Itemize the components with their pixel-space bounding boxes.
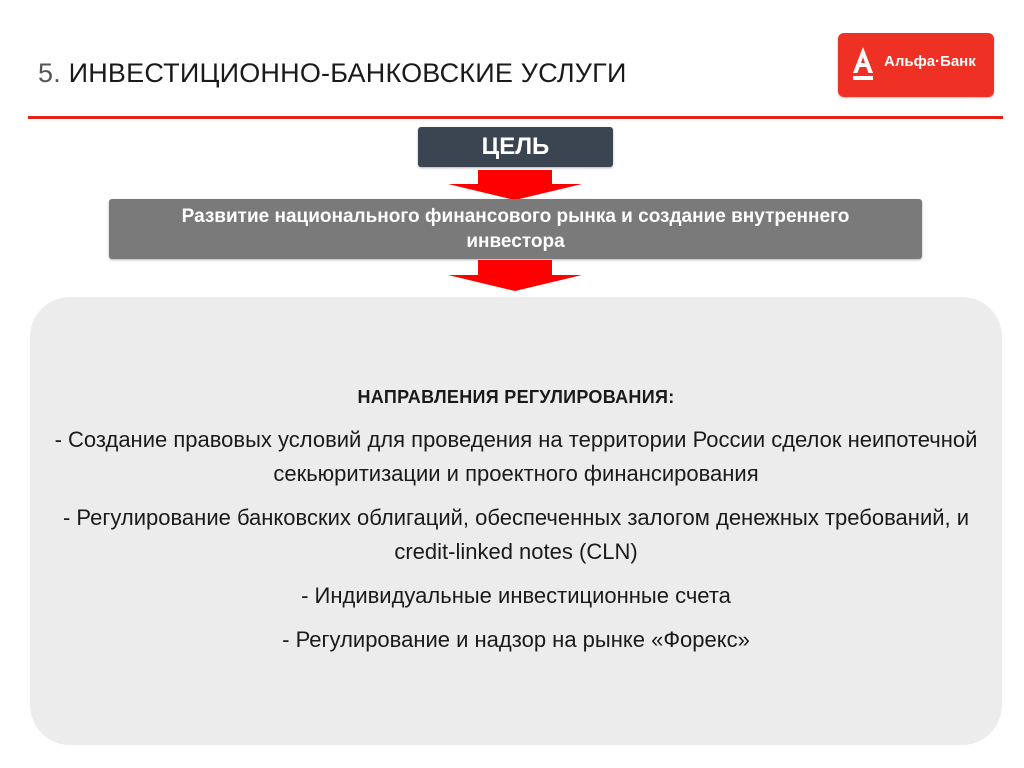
alfa-a-icon <box>850 45 876 83</box>
alfa-bank-logo <box>838 33 994 97</box>
directions-panel <box>30 297 1002 745</box>
logo-text: Альфа·Банк <box>884 53 976 70</box>
list-item: - Регулирование банковских облигаций, обеспеченных залогом денежных требований, и credit-linked notes (CLN) <box>62 505 970 564</box>
header-divider <box>28 116 1003 119</box>
list-item: - Регулирование и надзор на рынке «Форекс» <box>282 627 750 652</box>
page-title <box>38 58 627 89</box>
section-title: ИНВЕСТИЦИОННО-БАНКОВСКИЕ УСЛУГИ <box>68 58 627 88</box>
section-number: 5. <box>38 58 61 88</box>
directions-list <box>40 423 992 667</box>
goal-text: Развитие национального финансового рынка и создание внутреннего инвестора <box>181 206 850 252</box>
list-item: - Создание правовых условий для проведения на территории России сделок неипотечной секьюритизации и проектного финансирования <box>54 427 978 486</box>
down-arrow-icon <box>448 170 582 200</box>
down-arrow-icon <box>448 260 582 291</box>
list-item: - Индивидуальные инвестиционные счета <box>301 583 731 608</box>
directions-heading: НАПРАВЛЕНИЯ РЕГУЛИРОВАНИЯ: <box>357 387 675 407</box>
goal-label-box: ЦЕЛЬ <box>418 127 613 167</box>
goal-text-box <box>109 199 922 259</box>
